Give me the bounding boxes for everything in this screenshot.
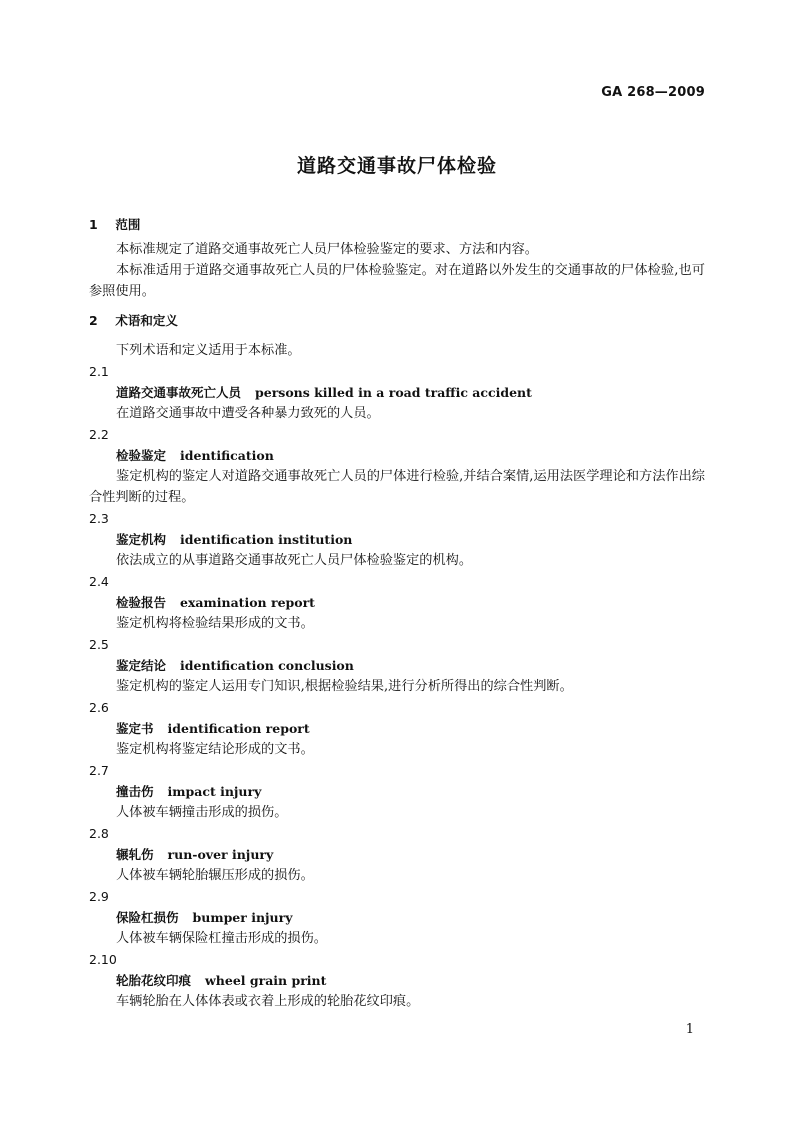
section-number: 2: [89, 313, 98, 328]
term-chinese: 道路交通事故死亡人员: [116, 385, 242, 400]
term-number: 2.8: [89, 826, 109, 841]
terms-list: [89, 361, 705, 1012]
term-entry: [89, 361, 705, 424]
scope-paragraph: 本标准适用于道路交通事故死亡人员的尸体检验鉴定。对在道路以外发生的交通事故的尸体检验,也可参照使用。: [89, 263, 705, 299]
term-chinese: 保险杠损伤: [116, 910, 179, 925]
scope-paragraph: 本标准规定了道路交通事故死亡人员尸体检验鉴定的要求、方法和内容。: [116, 242, 538, 257]
term-chinese: 检验报告: [116, 595, 167, 610]
term-entry: [89, 760, 705, 823]
term-definition: 车辆轮胎在人体体表或衣着上形成的轮胎花纹印痕。: [116, 994, 420, 1009]
section-heading-terms: [89, 310, 705, 331]
term-entry: [89, 508, 705, 571]
term-definition: 鉴定机构的鉴定人运用专门知识,根据检验结果,进行分析所得出的综合性判断。: [116, 679, 573, 694]
term-entry: [89, 823, 705, 886]
term-chinese: 撞击伤: [116, 784, 154, 799]
page-number: 1: [685, 1022, 694, 1037]
term-entry: [89, 634, 705, 697]
term-chinese: 轮胎花纹印痕: [116, 973, 192, 988]
term-entry: [89, 697, 705, 760]
document-body: [89, 214, 705, 1012]
term-heading: [89, 781, 705, 802]
term-entry: [89, 886, 705, 949]
terms-intro-paragraph: 下列术语和定义适用于本标准。: [116, 343, 301, 358]
term-definition: 鉴定机构将鉴定结论形成的文书。: [116, 742, 314, 757]
term-number: 2.7: [89, 763, 109, 778]
term-heading: [89, 907, 705, 928]
term-definition: 人体被车辆撞击形成的损伤。: [116, 805, 288, 820]
term-number: 2.3: [89, 511, 109, 526]
term-definition: 依法成立的从事道路交通事故死亡人员尸体检验鉴定的机构。: [116, 553, 473, 568]
term-heading: [89, 592, 705, 613]
term-entry: [89, 571, 705, 634]
term-heading: [89, 844, 705, 865]
term-chinese: 鉴定机构: [116, 532, 167, 547]
term-number: 2.1: [89, 364, 109, 379]
document-title: 道路交通事故尸体检验: [296, 155, 497, 177]
term-entry: [89, 424, 705, 508]
term-english: impact injury: [167, 784, 262, 799]
term-number: 2.6: [89, 700, 109, 715]
term-number: 2.2: [89, 427, 109, 442]
term-english: identification institution: [180, 532, 353, 547]
section-number: 1: [89, 217, 98, 232]
term-english: identification: [180, 448, 274, 463]
term-number: 2.9: [89, 889, 109, 904]
term-chinese: 鉴定结论: [116, 658, 167, 673]
term-english: identification conclusion: [180, 658, 354, 673]
term-chinese: 鉴定书: [116, 721, 154, 736]
term-english: wheel grain print: [205, 973, 327, 988]
term-english: bumper injury: [192, 910, 293, 925]
term-english: run-over injury: [167, 847, 274, 862]
term-definition: 人体被车辆轮胎辗压形成的损伤。: [116, 868, 314, 883]
term-english: persons killed in a road traffic accident: [255, 385, 532, 400]
term-definition: 鉴定机构的鉴定人对道路交通事故死亡人员的尸体进行检验,并结合案情,运用法医学理论和方法作出综合性判断的过程。: [89, 469, 705, 505]
term-heading: [89, 382, 705, 403]
term-english: examination report: [180, 595, 315, 610]
section-title: 范围: [115, 217, 141, 232]
standard-code: GA 268—2009: [601, 85, 705, 100]
term-heading: [89, 445, 705, 466]
term-heading: [89, 970, 705, 991]
term-chinese: 辗轧伤: [116, 847, 154, 862]
term-number: 2.5: [89, 637, 109, 652]
term-heading: [89, 655, 705, 676]
term-definition: 鉴定机构将检验结果形成的文书。: [116, 616, 314, 631]
term-definition: 在道路交通事故中遭受各种暴力致死的人员。: [116, 406, 380, 421]
term-heading: [89, 529, 705, 550]
term-chinese: 检验鉴定: [116, 448, 167, 463]
term-english: identification report: [167, 721, 310, 736]
section-title: 术语和定义: [115, 313, 178, 328]
term-heading: [89, 718, 705, 739]
term-number: 2.4: [89, 574, 109, 589]
section-heading-scope: [89, 214, 705, 235]
term-number: 2.10: [89, 952, 117, 967]
term-definition: 人体被车辆保险杠撞击形成的损伤。: [116, 931, 327, 946]
term-entry: [89, 949, 705, 1012]
